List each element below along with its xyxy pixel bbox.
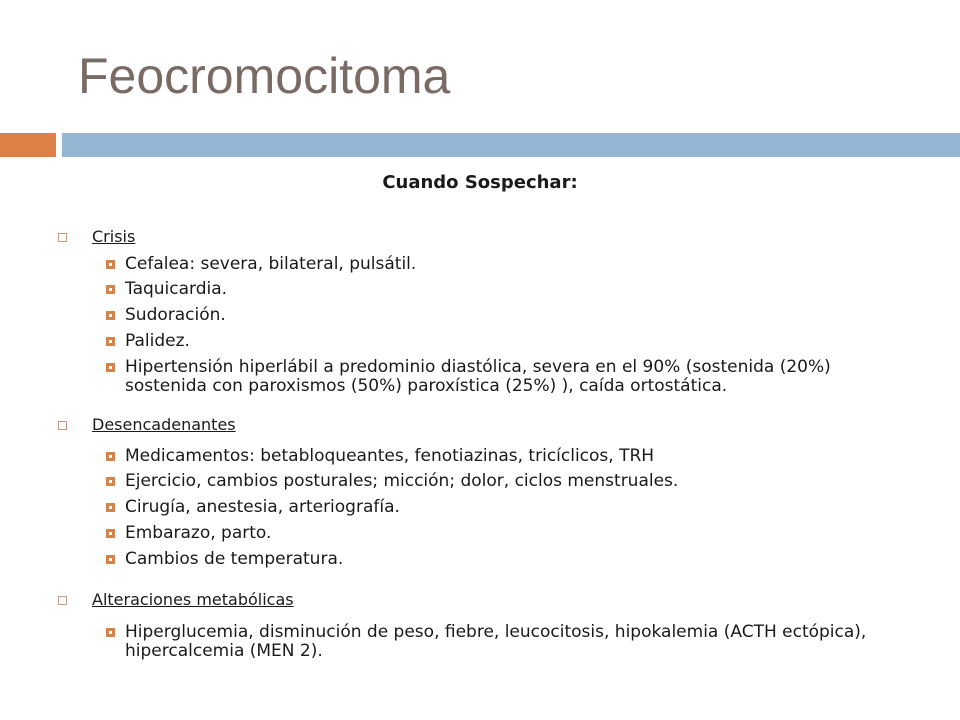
section-heading: [0, 590, 960, 610]
section-heading: [0, 227, 960, 247]
title-bar-accent: [0, 133, 56, 157]
list-item: [0, 358, 890, 396]
list-item: [0, 524, 890, 543]
section-heading-label: Alteraciones metabólicas: [92, 590, 294, 609]
hollow-square-bullet-icon: [58, 596, 67, 605]
list-item: [0, 550, 890, 569]
section-heading-label: Desencadenantes: [92, 415, 236, 434]
square-bullet-icon: [106, 628, 115, 637]
square-bullet-icon: [106, 529, 115, 538]
section-alteraciones-metabolicas: [0, 590, 960, 661]
square-bullet-icon: [106, 477, 115, 486]
list-item-text: Hiperglucemia, disminución de peso, fiebre, leucocitosis, hipokalemia (ACTH ectópica), hipercalcemia (MEN 2).: [125, 621, 867, 661]
hollow-square-bullet-icon: [58, 233, 67, 242]
title-bar: [62, 133, 960, 157]
list-item: [0, 447, 890, 466]
square-bullet-icon: [106, 363, 115, 372]
list-item-text: Sudoración.: [125, 305, 226, 325]
square-bullet-icon: [106, 311, 115, 320]
square-bullet-icon: [106, 503, 115, 512]
list-item: [0, 498, 890, 517]
list-item: [0, 332, 890, 351]
list-item-text: Hipertensión hiperlábil a predominio diastólica, severa en el 90% (sostenida (20%) sostenida con paroxismos (50%) paroxística (25%) ), caída ortostática.: [125, 356, 831, 396]
square-bullet-icon: [106, 285, 115, 294]
section-crisis: [0, 227, 960, 396]
list-item: [0, 623, 890, 661]
list-item-text: Cefalea: severa, bilateral, pulsátil.: [125, 253, 417, 274]
list-item-text: Palidez.: [125, 330, 190, 351]
list-item-text: Cirugía, anestesia, arteriografía.: [125, 497, 400, 517]
list-item: [0, 255, 890, 274]
section-heading: [0, 415, 960, 435]
hollow-square-bullet-icon: [58, 421, 67, 430]
slide-title: Feocromocitoma: [78, 48, 451, 104]
square-bullet-icon: [106, 452, 115, 461]
list-item-text: Medicamentos: betabloqueantes, fenotiazinas, tricíclicos, TRH: [125, 445, 655, 466]
list-item-text: Taquicardia.: [125, 279, 228, 300]
slide-subtitle: Cuando Sospechar:: [382, 172, 578, 193]
list-item-text: Embarazo, parto.: [125, 522, 272, 543]
list-item: [0, 306, 890, 325]
square-bullet-icon: [106, 337, 115, 346]
square-bullet-icon: [106, 555, 115, 564]
section-heading-label: Crisis: [92, 227, 136, 246]
section-desencadenantes: [0, 415, 960, 569]
list-item-text: Ejercicio, cambios posturales; micción; dolor, ciclos menstruales.: [125, 471, 679, 492]
list-item: [0, 280, 890, 299]
list-item-text: Cambios de temperatura.: [125, 548, 344, 569]
square-bullet-icon: [106, 260, 115, 269]
list-item: [0, 472, 890, 491]
